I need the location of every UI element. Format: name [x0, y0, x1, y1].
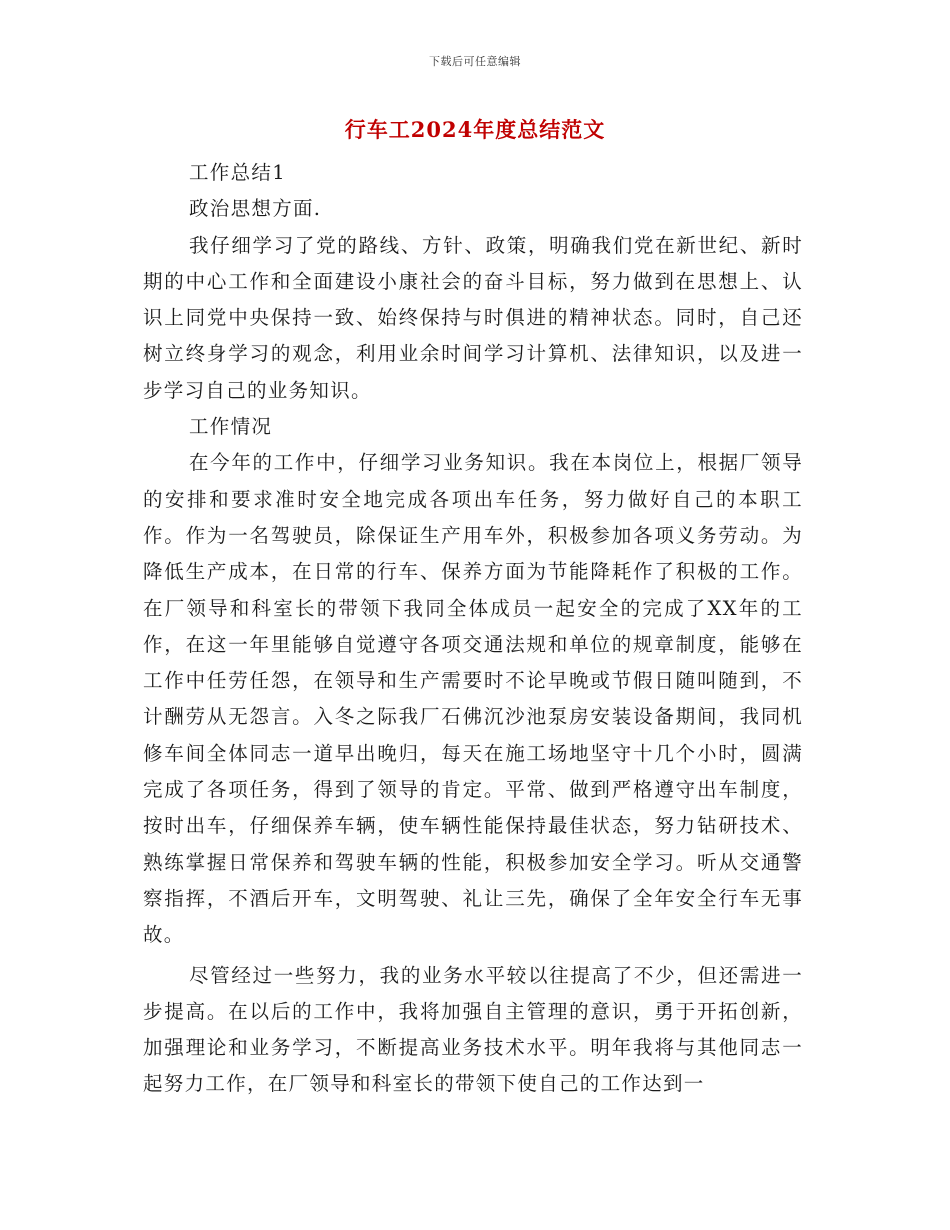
- section-heading-work-situation: 工作情况: [189, 415, 273, 439]
- document-title: 行车工2024年度总结范文: [344, 117, 606, 142]
- paragraph-work-situation: 在今年的工作中，仔细学习业务知识。我在本岗位上，根据厂领导的安排和要求准时安全地完成各项出车任务，努力做好自己的本职工作。作为一名驾驶员，除保证生产用车外，积极参加各项义务劳动。为降低生产成本，在日常的行车、保养方面为节能降耗作了积极的工作。在厂领导和科室长的带领下我同全体成员一起安全的完成了XX年的工作，在这一年里能够自觉遵守各项交通法规和单位的规章制度，能够在工作中任劳任怨，在领导和生产需要时不论早晚或节假日随叫随到，不计酬劳从无怨言。入冬之际我厂石佛沉沙池泵房安装设备期间，我同机修车间全体同志一道早出晚归，每天在施工场地坚守十几个小时，圆满完成了各项任务，得到了领导的肯定。平常、做到严格遵守出车制度，按时出车，仔细保养车辆，使车辆性能保持最佳状态，努力钻研技术、熟练掌握日常保养和驾驶车辆的性能，积极参加安全学习。听从交通警察指挥，不酒后开车，文明驾驶、礼让三先，确保了全年安全行车无事故。: [143, 451, 803, 947]
- document-body: [143, 155, 803, 1103]
- section-heading-work-summary: 工作总结1: [189, 161, 286, 184]
- paragraph-improvement: 尽管经过一些努力，我的业务水平较以往提高了不少，但还需进一步提高。在以后的工作中，我将加强自主管理的意识，勇于开拓创新，加强理论和业务学习，不断提高业务技术水平。明年我将与其他同志一起努力工作，在厂领导和科室长的带领下使自己的工作达到一: [143, 963, 803, 1096]
- header-note: 下载后可任意编辑: [429, 55, 521, 68]
- paragraph-political: 我仔细学习了党的路线、方针、政策，明确我们党在新世纪、新时期的中心工作和全面建设小康社会的奋斗目标，努力做到在思想上、认识上同党中央保持一致、始终保持与时俱进的精神状态。同时，自己还树立终身学习的观念，利用业余时间学习计算机、法律知识，以及进一步学习自己的业务知识。: [143, 233, 803, 402]
- section-heading-political: 政治思想方面.: [189, 197, 322, 221]
